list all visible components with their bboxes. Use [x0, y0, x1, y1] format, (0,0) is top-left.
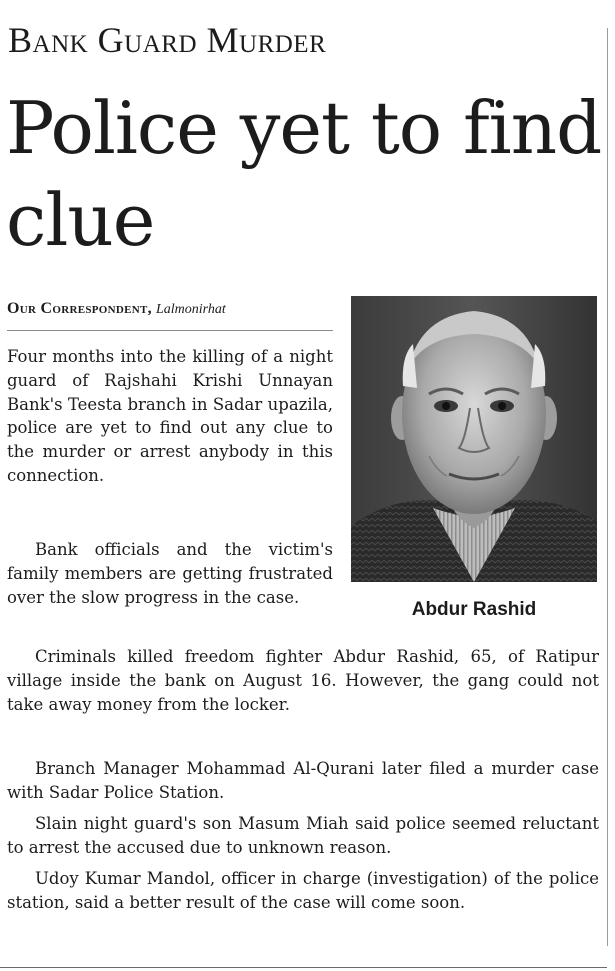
body-paragraph-6: Udoy Kumar Mandol, officer in charge (investigation) of the police station, said a better result of the case will come soon.	[7, 869, 599, 912]
portrait-photo	[351, 296, 597, 582]
bottom-rule	[0, 967, 607, 968]
headline: Police yet to find clue	[6, 86, 602, 262]
byline-rule	[7, 330, 333, 331]
column-rule	[607, 28, 608, 946]
body-paragraph-4: Branch Manager Mohammad Al-Qurani later filed a murder case with Sadar Police Station.	[7, 759, 599, 802]
byline-correspondent: Our Correspondent,	[7, 300, 152, 317]
body-paragraph-2: Bank officials and the victim's family members are getting frustrated over the slow progress in the case.	[7, 540, 333, 607]
kicker: Bank Guard Murder	[8, 20, 327, 60]
body-paragraph-1: Four months into the killing of a night guard of Rajshahi Krishi Unnayan Bank's Teesta branch in Sadar upazila, police are yet to find out any clue to the murder or arrest anybody in this connection.	[7, 347, 333, 485]
photo-caption: Abdur Rashid	[411, 599, 537, 620]
byline	[7, 299, 337, 320]
byline-location: Lalmonirhat	[155, 302, 226, 317]
body-paragraph-3: Criminals killed freedom fighter Abdur Rashid, 65, of Ratipur village inside the bank on August 16. However, the gang could not take away money from the locker.	[7, 647, 599, 714]
body-paragraph-5: Slain night guard's son Masum Miah said police seemed reluctant to arrest the accused due to unknown reason.	[7, 814, 599, 857]
